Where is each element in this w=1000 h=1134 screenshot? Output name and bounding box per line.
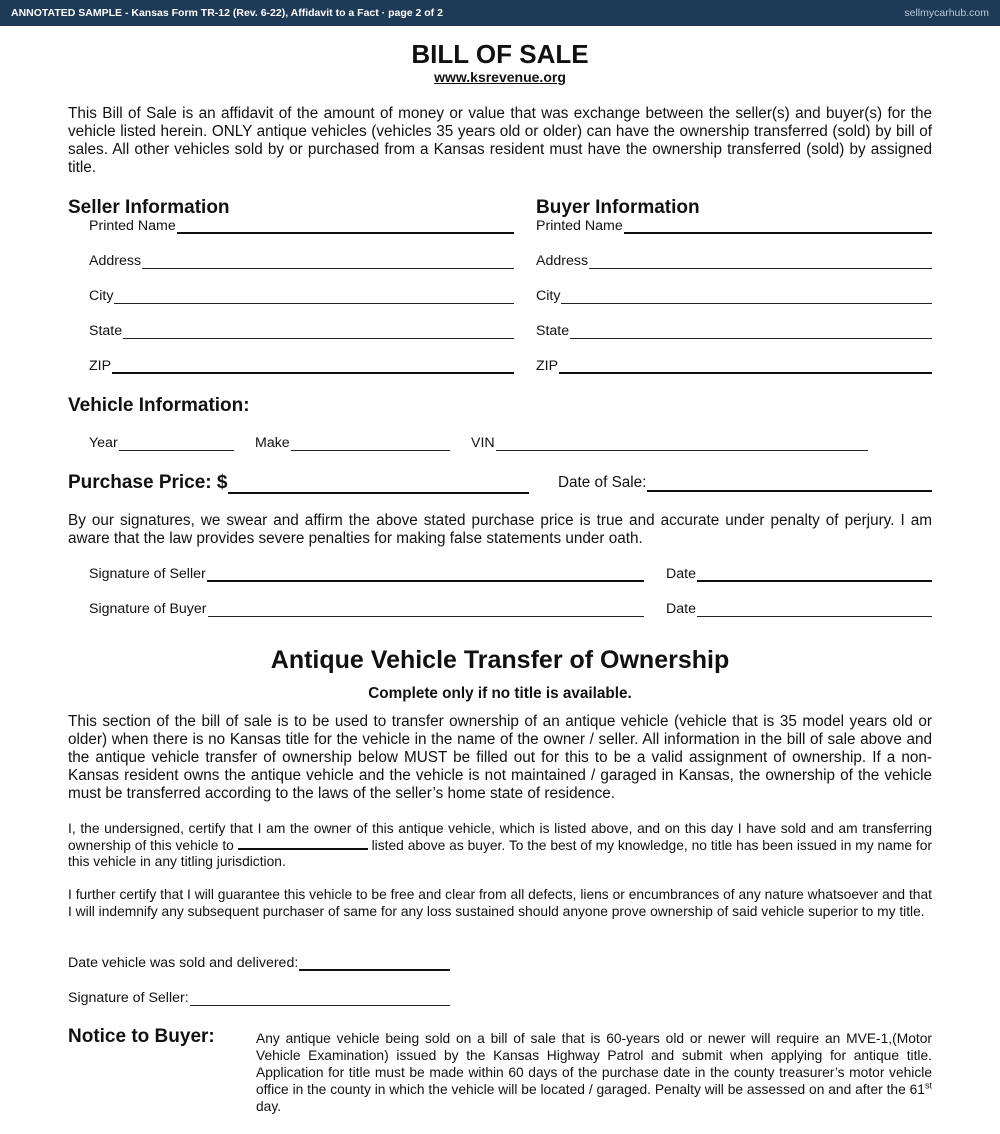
- antique-paragraph-1: This section of the bill of sale is to be used to transfer ownership of an antique vehicle (vehicle that is 35 model years old or older) when there is no Kansas title for the vehicle in the name of the owner / seller. All information in the bill of sale above and the antique vehicle transfer of ownership below MUST be filled out for this to be a valid assignment of ownership. If a non-Kansas resident owns the antique vehicle and the vehicle is not maintained / garaged in Kansas, the ownership of the vehicle must be transferred according to the laws of the seller’s home state of residence.: [68, 713, 932, 802]
- field-label: Printed Name: [89, 218, 176, 234]
- notice-heading: Notice to Buyer:: [68, 1026, 215, 1047]
- field-label: Signature of Seller:: [68, 990, 189, 1006]
- website-link[interactable]: www.ksrevenue.org: [434, 69, 566, 85]
- field-label: Address: [536, 253, 589, 269]
- date-delivered-field[interactable]: [68, 955, 450, 971]
- header-bar-title: ANNOTATED SAMPLE - Kansas Form TR-12 (Rev. 6-22), Affidavit to a Fact · page 2 of 2: [11, 7, 443, 19]
- field-label: Printed Name: [536, 218, 623, 234]
- field-label: Date vehicle was sold and delivered:: [68, 955, 299, 971]
- antique-heading: Antique Vehicle Transfer of Ownership: [270, 646, 730, 674]
- buyer-zip-field[interactable]: [536, 358, 932, 374]
- antique-paragraph-3: I further certify that I will guarantee this vehicle to be free and clear from all defects, liens or encumbrances of any nature whatsoever and that I will indemnify any subsequent purchaser of same for any loss sustained should anyone prove ownership of said vehicle superior to my title.: [68, 887, 932, 919]
- field-label: Signature of Seller: [89, 566, 206, 582]
- vehicle-make-field[interactable]: [255, 435, 450, 451]
- field-label: State: [89, 323, 123, 339]
- field-label: Date: [666, 566, 696, 582]
- field-label: VIN: [471, 435, 495, 451]
- field-label: Date of Sale:: [558, 474, 647, 491]
- header-bar-site: sellmycarhub.com: [904, 7, 989, 19]
- paragraph-text: I, the undersigned, certify that I am the owner of this antique vehicle, which is listed above, and on this day I have sold and am transferring ownership of this vehicle to: [68, 821, 932, 853]
- page-title: BILL OF SALE: [411, 39, 589, 69]
- buyer-name-blank[interactable]: [238, 838, 368, 850]
- field-label: Date: [666, 601, 696, 617]
- buyer-signature-date-field[interactable]: [666, 601, 932, 617]
- field-label: Signature of Buyer: [89, 601, 207, 617]
- notice-text: [256, 1030, 932, 1115]
- antique-subheading: Complete only if no title is available.: [368, 685, 632, 702]
- seller-state-field[interactable]: [89, 323, 514, 339]
- purchase-price-field[interactable]: [68, 472, 529, 494]
- field-label: City: [89, 288, 114, 304]
- field-label: Year: [89, 435, 118, 451]
- intro-paragraph: This Bill of Sale is an affidavit of the amount of money or value that was exchange between the seller(s) and buyer(s) for the vehicle listed herein. ONLY antique vehicles (vehicles 35 years old or older) can have the ownership transferred (sold) by bill of sales. All other vehicles sold by or purchased from a Kansas resident must have the ownership transferred (sold) by assigned title.: [68, 105, 932, 176]
- buyer-heading: Buyer Information: [536, 197, 700, 218]
- seller-city-field[interactable]: [89, 288, 514, 304]
- notice-sup: st: [924, 1080, 932, 1091]
- buyer-signature-field[interactable]: [89, 601, 644, 617]
- affirm-paragraph: By our signatures, we swear and affirm the above stated purchase price is true and accurate under penalty of perjury. I am aware that the law provides severe penalties for making false statements under oath.: [68, 512, 932, 547]
- header-bar: [0, 0, 1000, 26]
- buyer-state-field[interactable]: [536, 323, 932, 339]
- seller-zip-field[interactable]: [89, 358, 514, 374]
- field-label: ZIP: [536, 358, 559, 374]
- seller-address-field[interactable]: [89, 253, 514, 269]
- field-label: Purchase Price: $: [68, 472, 228, 493]
- paragraph-text: listed above as buyer. To the best of my knowledge, no title has been issued in my name for this vehicle in any titling jurisdiction.: [68, 837, 933, 869]
- seller-printed-name-field[interactable]: [89, 218, 514, 234]
- notice-body: Any antique vehicle being sold on a bill of sale that is 60-years old or newer will require an MVE-1,(Motor Vehicle Examination) issued by the Kansas Highway Patrol and submit when applying for antique title. Application for title must be made within 60 days of the purchase date in the county treasurer’s motor vehicle office in the county in which the vehicle will be located / garaged. Penalty will be assessed on and after the 61: [256, 1031, 932, 1097]
- seller-signature-date-field[interactable]: [666, 566, 932, 582]
- seller-signature-field[interactable]: [89, 566, 644, 582]
- vehicle-vin-field[interactable]: [471, 435, 868, 451]
- notice-tail: day.: [256, 1099, 282, 1114]
- vehicle-heading: Vehicle Information:: [68, 395, 250, 416]
- field-label: ZIP: [89, 358, 112, 374]
- field-label: State: [536, 323, 570, 339]
- buyer-city-field[interactable]: [536, 288, 932, 304]
- field-label: Make: [255, 435, 290, 451]
- vehicle-year-field[interactable]: [89, 435, 234, 451]
- seller-heading: Seller Information: [68, 197, 230, 218]
- buyer-printed-name-field[interactable]: [536, 218, 932, 234]
- antique-seller-signature-field[interactable]: [68, 990, 450, 1006]
- field-label: City: [536, 288, 561, 304]
- date-of-sale-field[interactable]: [558, 474, 932, 492]
- antique-paragraph-2: [68, 821, 932, 871]
- buyer-address-field[interactable]: [536, 253, 932, 269]
- field-label: Address: [89, 253, 142, 269]
